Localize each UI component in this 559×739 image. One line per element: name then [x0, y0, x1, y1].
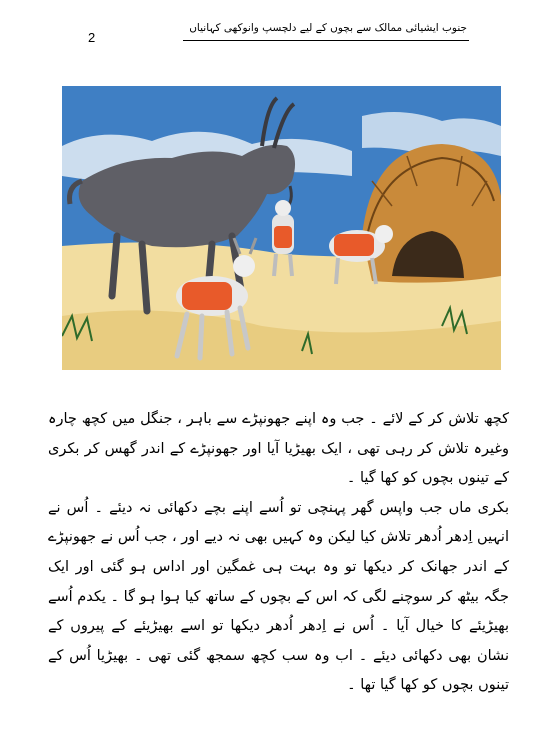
story-text	[48, 405, 509, 701]
story-paragraph-2: بکری ماں جب واپس گھر پہنچی تو اُسے اپنے بچے دکھائی نہ دیئے ۔ اُس نے انہیں اِدھر اُدھر تلاش کیا لیکن وہ کہیں بھی نہ دیے اور ، جب اُس نے جھونپڑے کے اندر جھانک کر دیکھا تو وہ بہت ہی غمگین اور اداس ہو گئی اور ایک جگہ بیٹھ کر سوچنے لگی کہ اس کے بچوں کے ساتھ کیا ہوا ہو گا ۔ یکدم اُسے بھیڑیئے کا خیال آیا ۔ اُس نے اِدھر اُدھر دیکھا تو اسے بھیڑیئے کے پیروں کے نشان بھی دکھائی دیئے ۔ اب وہ سب کچھ سمجھ گئی تھی ۔ بھیڑیا اُس کے تینوں بچوں کو کھا گیا تھا ۔	[48, 499, 509, 694]
header-underline	[183, 40, 469, 41]
goat-family-illustration	[62, 86, 501, 370]
story-paragraph-1: کچھ تلاش کر کے لائے ۔ جب وہ اپنے جھونپڑے سے باہر ، جنگل میں کچھ چارہ وغیرہ تلاش کر رہی تھی ، ایک بھیڑیا آیا اور جھونپڑے کے اندر گھس کر بکری کے تینوں بچوں کو کھا گیا ۔	[48, 411, 509, 487]
page-header-title: جنوب ایشیائی ممالک سے بچوں کے لیے دلچسپ وانوکھی کہانیاں	[189, 22, 467, 34]
page-number: 2	[88, 30, 96, 45]
